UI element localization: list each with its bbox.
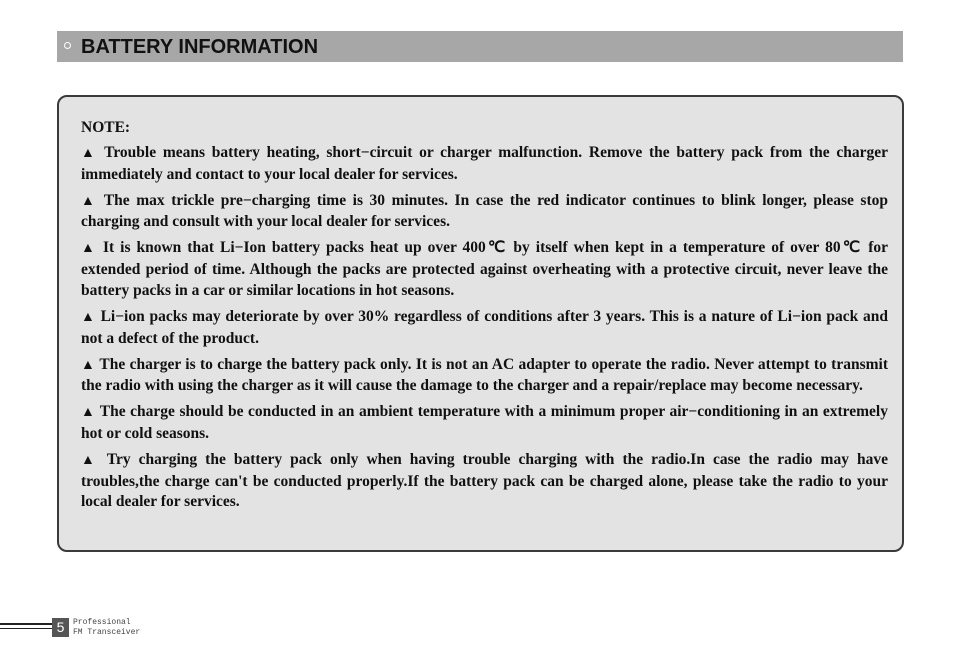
footer-caption	[73, 618, 140, 638]
note-item	[81, 355, 888, 397]
triangle-bullet-icon: ▲	[81, 146, 98, 161]
triangle-bullet-icon: ▲	[81, 405, 96, 421]
footer-caption-line1: Professional	[73, 618, 131, 627]
footer-caption-line2: FM Transceiver	[73, 628, 141, 637]
circle-bullet-icon	[64, 42, 71, 49]
footer-rule-thin	[0, 628, 52, 629]
note-item-text: The charge should be conducted in an ambient temperature with a minimum proper air−conditioning in an extremely hot or cold seasons.	[81, 403, 888, 442]
triangle-bullet-icon: ▲	[81, 357, 96, 373]
note-item	[81, 450, 888, 513]
note-item	[81, 143, 888, 185]
note-item-text: Trouble means battery heating, short−circuit or charger malfunction. Remove the battery pack from the charger immediately and contact to your local dealer for services.	[81, 144, 888, 183]
triangle-bullet-icon: ▲	[81, 193, 98, 209]
section-header	[57, 31, 903, 62]
note-item-text: It is known that Li−Ion battery packs heat up over 400℃ by itself when kept in a temperature of over 80℃ for extended period of time. Although the packs are protected against overheating with a protective circuit, never leave the battery packs in a car or similar locations in hot seasons.	[81, 239, 889, 299]
triangle-bullet-icon: ▲	[81, 241, 97, 257]
triangle-bullet-icon: ▲	[81, 309, 96, 325]
note-item	[81, 238, 888, 301]
note-item-text: The charger is to charge the battery pack only. It is not an AC adapter to operate the radio. Never attempt to transmit the radio with using the charger as it will cause the damage to the charger and a repair/replace may become necessary.	[81, 355, 888, 395]
note-item	[81, 307, 888, 349]
note-item-text: Li−ion packs may deteriorate by over 30% regardless of conditions after 3 years. This is a nature of Li−ion pack and not a defect of the product.	[81, 307, 889, 347]
note-item	[81, 191, 888, 233]
note-list	[81, 143, 888, 518]
section-title: BATTERY INFORMATION	[81, 36, 319, 58]
note-heading: NOTE:	[81, 119, 131, 136]
note-box	[57, 95, 904, 552]
triangle-bullet-icon: ▲	[81, 452, 100, 468]
note-item-text: The max trickle pre−charging time is 30 minutes. In case the red indicator continues to blink longer, please stop charging and consult with your local dealer for services.	[81, 191, 888, 231]
footer-rule	[0, 620, 52, 634]
footer-rule-thick	[0, 623, 52, 625]
note-item-text: Try charging the battery pack only when having trouble charging with the radio.In case the radio may have troubles,the charge can't be conducted properly.If the battery pack can be charged alone, please take the radio to your local dealer for services.	[81, 450, 888, 511]
page-number: 5	[52, 618, 69, 637]
note-item	[81, 402, 888, 444]
